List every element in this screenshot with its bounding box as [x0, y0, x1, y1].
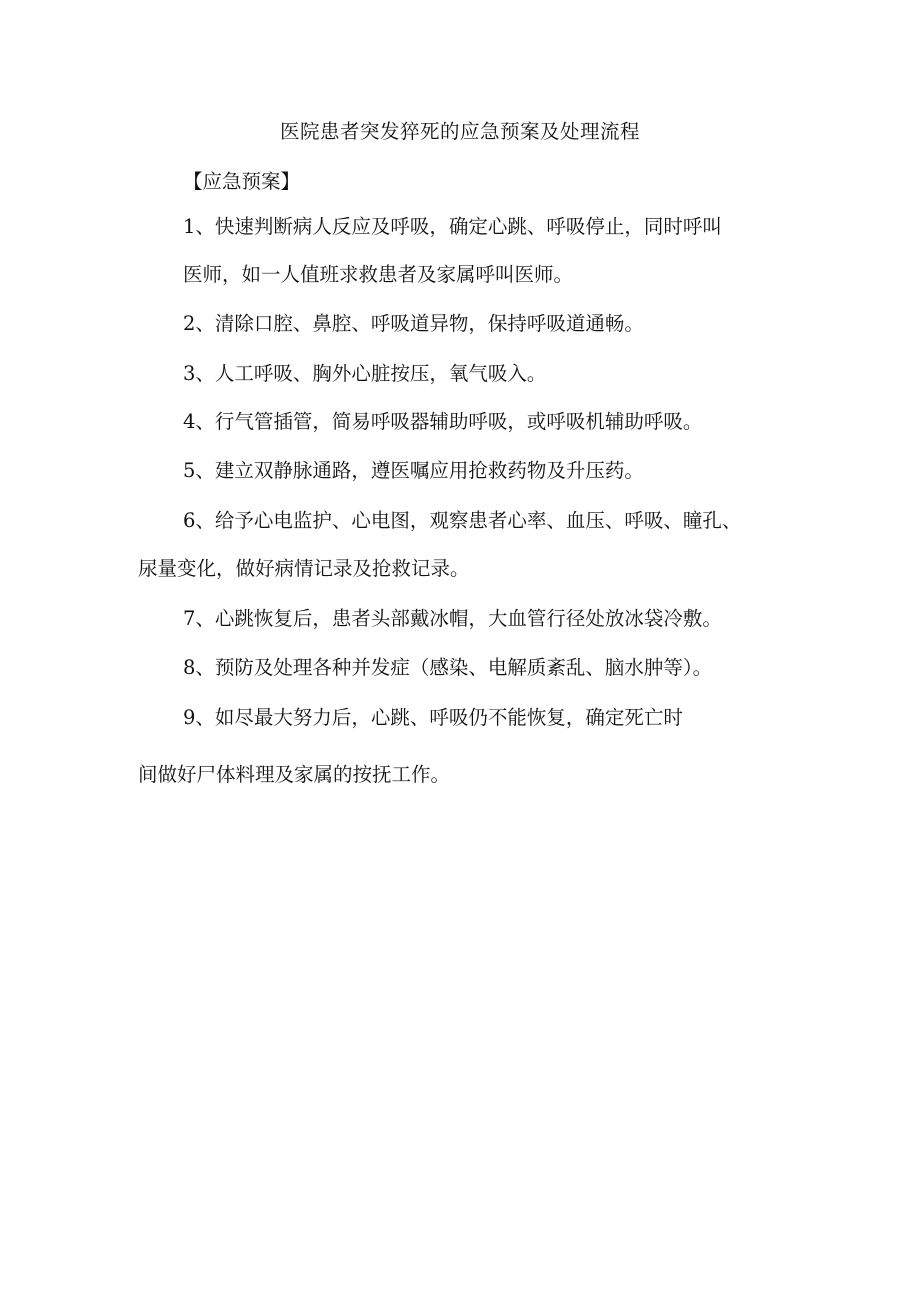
section-heading: 【应急预案】	[183, 170, 301, 193]
plan-item-3: 3、人工呼吸、胸外心脏按压，氧气吸入。	[183, 362, 547, 385]
plan-item-9-line-1: 9、如尽最大努力后，心跳、呼吸仍不能恢复，确定死亡时	[183, 706, 683, 729]
plan-item-8: 8、预防及处理各种并发症（感染、电解质紊乱、脑水肿等）。	[183, 656, 713, 679]
plan-item-1-line-1: 1、快速判断病人反应及呼吸，确定心跳、呼吸停止，同时呼叫	[183, 215, 722, 238]
document-title: 医院患者突发猝死的应急预案及处理流程	[279, 120, 640, 143]
plan-item-6-line-2: 尿量变化，做好病情记录及抢救记录。	[138, 557, 470, 580]
plan-item-7: 7、心跳恢复后，患者头部戴冰帽，大血管行径处放冰袋冷敷。	[183, 607, 722, 630]
plan-item-9-line-2: 间做好尸体料理及家属的按抚工作。	[138, 763, 451, 786]
plan-item-2: 2、清除口腔、鼻腔、呼吸道异物，保持呼吸道通畅。	[183, 312, 644, 335]
plan-item-5: 5、建立双静脉通路，遵医嘱应用抢救药物及升压药。	[183, 459, 644, 482]
plan-item-1-line-2: 医师，如一人值班求救患者及家属呼叫医师。	[183, 263, 574, 286]
plan-item-4: 4、行气管插管，简易呼吸器辅助呼吸，或呼吸机辅助呼吸。	[183, 410, 703, 433]
plan-item-6-line-1: 6、给予心电监护、心电图，观察患者心率、血压、呼吸、瞳孔、	[183, 509, 742, 532]
